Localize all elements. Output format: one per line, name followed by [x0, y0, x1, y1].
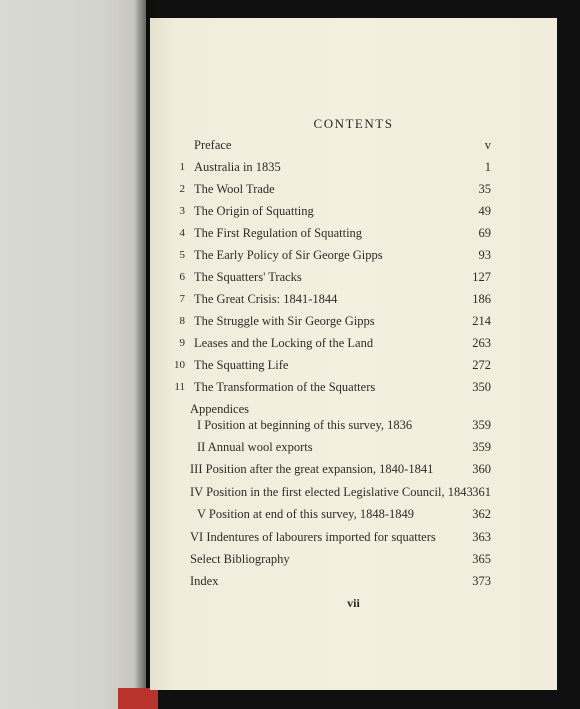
toc-entry-bibliography	[150, 551, 557, 567]
chapter-title: The Squatting Life	[194, 358, 289, 372]
page-number: 93	[478, 248, 491, 262]
toc-appendices-label	[150, 401, 557, 417]
page-number: 69	[478, 226, 491, 240]
chapter-number: 11	[174, 381, 185, 393]
page-number: 360	[472, 462, 491, 476]
chapter-title: The First Regulation of Squatting	[194, 226, 363, 240]
page-number: 272	[472, 358, 491, 372]
chapter-number: 5	[179, 249, 185, 261]
chapter-title: Preface	[194, 138, 232, 152]
chapter-number: 7	[179, 293, 185, 305]
chapter-number: 4	[179, 227, 185, 239]
page-number: 214	[472, 314, 491, 328]
chapter-number: 8	[179, 315, 185, 327]
page-number: 186	[472, 292, 491, 306]
toc-entry-chapter-1	[150, 159, 557, 175]
appendix-title: III Position after the great expansion, 1840-1841	[190, 462, 434, 476]
page-number: 350	[472, 380, 491, 394]
chapter-number: 3	[179, 205, 185, 217]
chapter-title: The Great Crisis: 1841-1844	[194, 292, 338, 306]
appendix-title: IV Position in the first elected Legislative Council, 1843	[190, 485, 473, 499]
toc-appendix-3	[150, 461, 557, 477]
back-matter-title: Select Bibliography	[190, 552, 290, 566]
appendix-title: I Position at beginning of this survey, 1836	[197, 418, 413, 432]
contents-heading: CONTENTS	[313, 116, 394, 131]
page-number: 359	[472, 440, 491, 454]
toc-appendix-4	[150, 484, 557, 500]
toc-appendix-5	[150, 506, 557, 522]
toc-entry-chapter-7	[150, 291, 557, 307]
chapter-number: 1	[179, 161, 185, 173]
toc-entry-chapter-2	[150, 181, 557, 197]
chapter-title: The Wool Trade	[194, 182, 275, 196]
page-number: 365	[472, 552, 491, 566]
chapter-number: 6	[179, 271, 185, 283]
toc-entry-chapter-10	[150, 357, 557, 373]
page-folio: vii	[347, 596, 360, 610]
page-number: 35	[478, 182, 491, 196]
toc-entry-index	[150, 573, 557, 589]
toc-appendix-6	[150, 529, 557, 545]
toc-appendix-2	[150, 439, 557, 455]
chapter-title: The Early Policy of Sir George Gipps	[194, 248, 383, 262]
table-of-contents	[150, 0, 557, 709]
toc-entry-chapter-11	[150, 379, 557, 395]
page-number: 361	[472, 485, 491, 499]
appendix-title: V Position at end of this survey, 1848-1849	[197, 507, 415, 521]
toc-entry-chapter-3	[150, 203, 557, 219]
toc-entry-chapter-5	[150, 247, 557, 263]
toc-entry-chapter-9	[150, 335, 557, 351]
page-number: 263	[472, 336, 491, 350]
toc-entry-chapter-4	[150, 225, 557, 241]
facing-left-page	[0, 0, 146, 709]
toc-entry-preface	[150, 137, 557, 153]
appendices-label: Appendices	[190, 402, 250, 416]
page-number: 373	[472, 574, 491, 588]
chapter-title: The Struggle with Sir George Gipps	[194, 314, 375, 328]
chapter-title: The Origin of Squatting	[194, 204, 314, 218]
chapter-number: 10	[174, 359, 185, 371]
page-number: 359	[472, 418, 491, 432]
chapter-title: The Squatters' Tracks	[194, 270, 302, 284]
back-matter-title: Index	[190, 574, 219, 588]
appendix-title: II Annual wool exports	[197, 440, 313, 454]
toc-entry-chapter-6	[150, 269, 557, 285]
page-number: 127	[472, 270, 491, 284]
page-number: v	[484, 138, 491, 152]
page-number: 1	[484, 160, 491, 174]
page-number: 363	[472, 530, 491, 544]
toc-entry-chapter-8	[150, 313, 557, 329]
chapter-number: 2	[179, 183, 185, 195]
toc-appendix-1	[150, 417, 557, 433]
chapter-title: Leases and the Locking of the Land	[194, 336, 374, 350]
chapter-title: The Transformation of the Squatters	[194, 380, 376, 394]
chapter-title: Australia in 1835	[194, 160, 281, 174]
page-number: 362	[472, 507, 491, 521]
appendix-title: VI Indentures of labourers imported for squatters	[190, 530, 436, 544]
page-number: 49	[478, 204, 491, 218]
chapter-number: 9	[179, 337, 185, 349]
